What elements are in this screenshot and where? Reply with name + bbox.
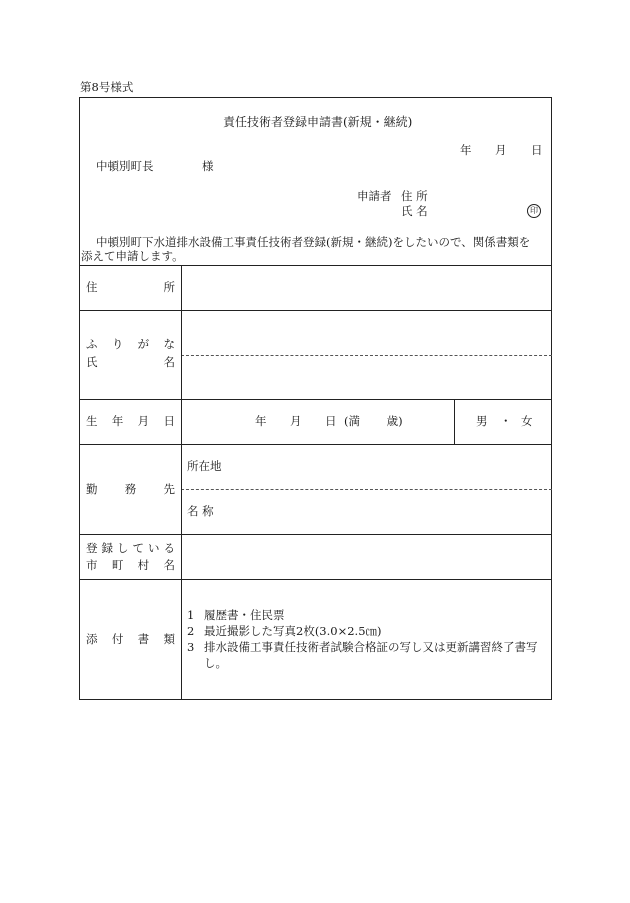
age-field[interactable]: (満 歳) — [344, 414, 403, 428]
dashed-rule — [181, 355, 552, 356]
row-rule — [79, 534, 552, 535]
furigana-input[interactable] — [183, 312, 550, 353]
body-text-line2: 添えて申請します。 — [81, 249, 184, 263]
registered-label-line2: 市 町 村 名 — [86, 558, 175, 572]
registered-municipality-input[interactable] — [183, 536, 550, 577]
date-year[interactable]: 年 — [460, 143, 472, 157]
attachment-num-3: 3 — [187, 640, 195, 654]
address-input[interactable] — [183, 267, 550, 308]
attachment-num-2: 2 — [187, 624, 195, 638]
sex-male[interactable]: 男 — [476, 414, 488, 428]
name-input[interactable] — [183, 357, 550, 397]
dashed-rule — [181, 489, 552, 490]
row-rule — [79, 444, 552, 445]
workplace-location-label: 所在地 — [187, 459, 222, 473]
birthdate-label: 生 年 月 日 — [86, 414, 175, 428]
sex-separator: ・ — [500, 414, 512, 428]
workplace-location-input[interactable] — [230, 446, 550, 487]
date-day[interactable]: 日 — [531, 143, 543, 157]
addressee-name: 中頓別町長 — [96, 159, 154, 173]
attachment-num-1: 1 — [187, 608, 195, 622]
attachments-label: 添 付 書 類 — [86, 632, 175, 646]
row-rule — [79, 399, 552, 400]
row-rule — [79, 265, 552, 266]
sex-female[interactable]: 女 — [521, 414, 533, 428]
registered-label-line1: 登 録 し て い る — [86, 541, 175, 555]
body-text-line1: 中頓別町下水道排水設備工事責任技術者登録(新規・継続)をしたいので、関係書類を — [96, 235, 531, 249]
name-label: 氏 名 — [86, 355, 175, 369]
birth-day[interactable]: 日 — [325, 414, 337, 428]
attachment-item-1: 履歴書・住民票 — [204, 608, 285, 622]
applicant-label: 申請者 — [357, 189, 392, 203]
row-rule — [79, 310, 552, 311]
column-rule — [181, 265, 182, 700]
date-month[interactable]: 月 — [495, 143, 507, 157]
furigana-label: ふ り が な — [86, 337, 175, 351]
form-title: 責任技術者登録申請書(新規・継続) — [223, 115, 413, 129]
form-number: 第8号様式 — [80, 80, 134, 94]
workplace-label: 勤 務 先 — [86, 482, 175, 496]
workplace-name-label: 名 称 — [187, 504, 214, 518]
row-rule — [79, 579, 552, 580]
seal-mark: 印 — [527, 204, 541, 218]
birth-month[interactable]: 月 — [290, 414, 302, 428]
workplace-name-input[interactable] — [230, 491, 550, 532]
address-label: 住 所 — [86, 280, 175, 294]
attachment-item-3-cont: し。 — [204, 656, 227, 670]
attachment-item-3: 排水設備工事責任技術者試験合格証の写し又は更新講習終了書写 — [204, 640, 538, 654]
birth-year[interactable]: 年 — [255, 414, 267, 428]
attachment-item-2: 最近撮影した写真2枚(3.0×2.5㎝) — [204, 624, 382, 638]
applicant-address-label: 住 所 — [401, 189, 428, 203]
addressee-honorific: 様 — [202, 159, 214, 173]
column-rule — [454, 399, 455, 444]
applicant-name-label: 氏 名 — [401, 204, 428, 218]
